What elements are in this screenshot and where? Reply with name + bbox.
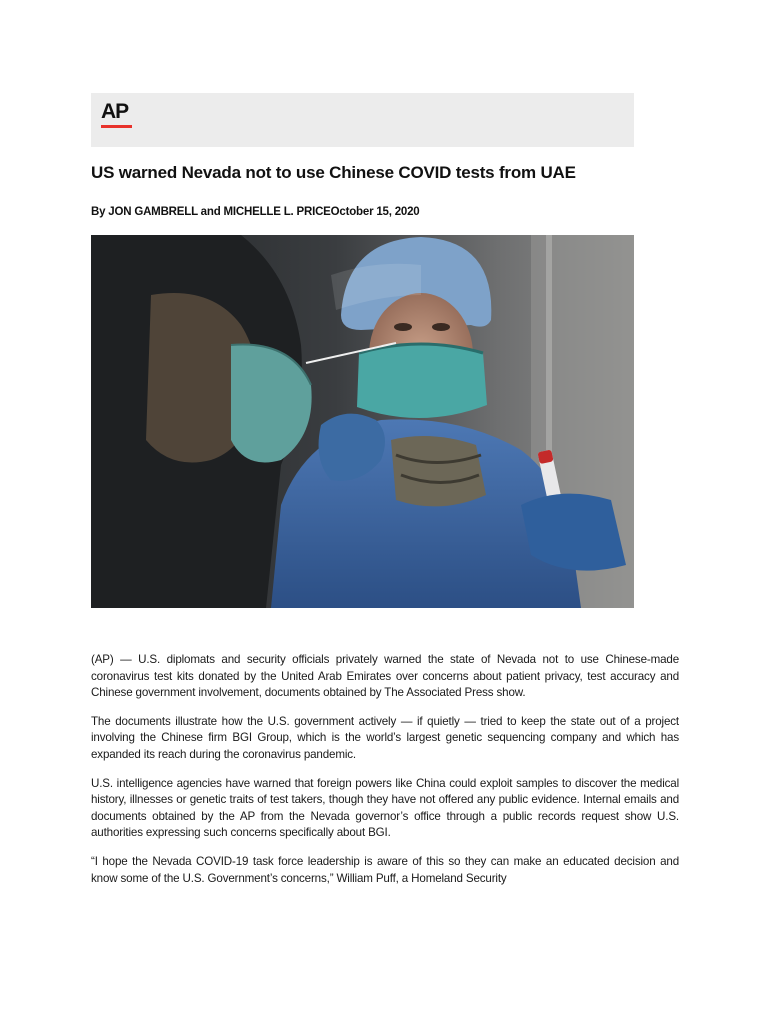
- article-byline: By JON GAMBRELL and MICHELLE L. PRICEOctober 15, 2020: [91, 206, 420, 218]
- ap-logo-underline: [101, 125, 132, 128]
- article-paragraph-1: (AP) — U.S. diplomats and security officials privately warned the state of Nevada not to use Chinese-made coronavirus test kits donated by the United Arab Emirates over concerns about patient privacy, test accuracy and Chinese government involvement, documents obtained by The Associated Press show.: [91, 653, 679, 700]
- article-photo: [91, 235, 634, 608]
- masthead-bar: [91, 93, 634, 147]
- article-paragraph-4: “I hope the Nevada COVID-19 task force leadership is aware of this so they can make an educated decision and know some of the U.S. Government’s concerns,” William Puff, a Homeland Security: [91, 854, 679, 885]
- article-headline: US warned Nevada not to use Chinese COVID tests from UAE: [91, 163, 576, 182]
- ap-logo[interactable]: [101, 101, 132, 128]
- article-paragraph-3: U.S. intelligence agencies have warned that foreign powers like China could exploit samples to discover the medical history, illnesses or genetic traits of test takers, though they have not offered any public evidence. Internal emails and documents obtained by the AP from the Nevada governor’s office through a public records request show U.S. authorities expressing such concerns specifically about BGI.: [91, 776, 679, 840]
- article-body: [91, 652, 679, 899]
- ap-logo-text: AP: [101, 100, 129, 123]
- article-paragraph-2: The documents illustrate how the U.S. government actively — if quietly — tried to keep the state out of a project involving the Chinese firm BGI Group, which is the world’s largest genetic sequencing company and which has expanded its reach during the coronavirus pandemic.: [91, 714, 679, 761]
- article-photo-illustration: [91, 235, 634, 608]
